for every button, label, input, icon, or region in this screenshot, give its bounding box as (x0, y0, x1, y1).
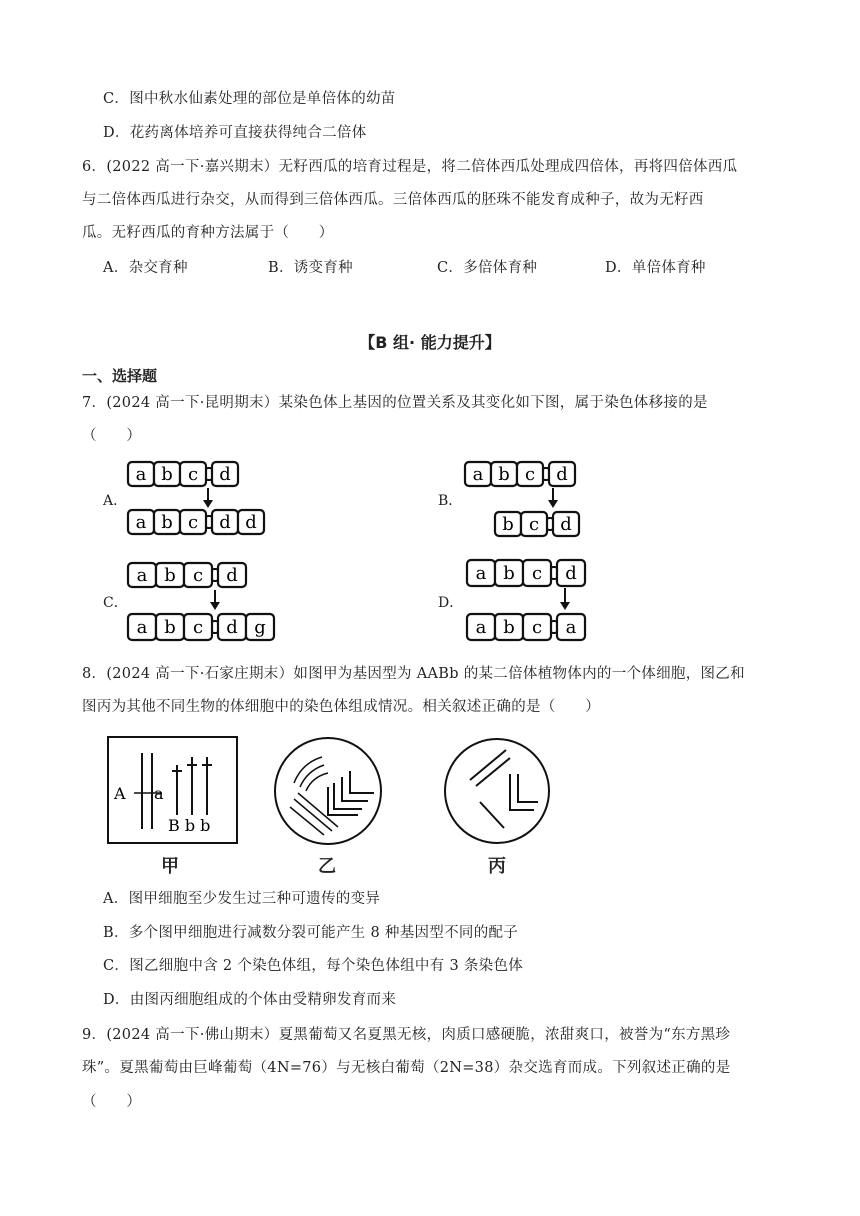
diag-d-arrow-head (560, 602, 570, 610)
q7-stem-line1: 7．(2024 高一下·昆明期末）某染色体上基因的位置关系及其变化如下图，属于染色体移接的是 (82, 395, 708, 411)
diag-b-top-gene-label: b (498, 464, 510, 485)
q7-label-a: A． (103, 493, 128, 509)
diag-d-bottom-gene-label: b (503, 617, 515, 638)
q7-diagram-d (462, 556, 622, 644)
diag-a-top-gene-label: a (135, 464, 147, 485)
q6-stem-line3: 瓜。无籽西瓜的育种方法属于（ ） (82, 225, 334, 241)
q7-diagram-c (125, 560, 295, 644)
q7-diagram-a (125, 458, 285, 540)
diag-d-top-gene-label: b (503, 563, 515, 584)
diag-d-bottom-gene-label: a (475, 617, 487, 638)
diag-d-top-gene-label: a (475, 563, 487, 584)
diag-c-bottom-gene-label: g (254, 617, 266, 638)
figure-yi-cell (272, 735, 386, 847)
diag-b-arrow-head (548, 500, 558, 508)
q5-option-d: D．花药离体培养可直接获得纯合二倍体 (103, 125, 367, 141)
diag-b-bottom-gene-label: c (528, 514, 540, 535)
q5-option-c: C．图中秋水仙素处理的部位是单倍体的幼苗 (103, 91, 396, 107)
q8-option-a: A．图甲细胞至少发生过三种可遗传的变异 (103, 891, 381, 907)
q8-stem-line1: 8．(2024 高一下·石家庄期末）如图甲为基因型为 AABb 的某二倍体植物体内的一个体细胞，图乙和 (82, 666, 745, 682)
diag-c-bottom-gene-label: c (192, 617, 204, 638)
diag-d-top-gene-label: c (531, 563, 543, 584)
diag-a-top-gene-label: b (161, 464, 173, 485)
q6-stem-line2: 与二倍体西瓜进行杂交，从而得到三倍体西瓜。三倍体西瓜的胚珠不能发育成种子，故为无籽西 (82, 192, 704, 208)
q7-stem-line2: （ ） (82, 428, 142, 444)
q7-diagram-b (462, 458, 622, 540)
diag-c-bottom-gene-label: a (136, 617, 148, 638)
diag-a-bottom-gene-label: b (161, 512, 173, 533)
diag-b-top-gene-label: c (524, 464, 536, 485)
diag-b-bottom-gene-label: b (502, 514, 514, 535)
diag-a-bottom-gene-label: d (245, 512, 257, 533)
jia-genes-bbb: B b b (168, 816, 211, 835)
q6-option-a: A．杂交育种 (103, 260, 188, 276)
diag-a-bottom-gene-label: a (135, 512, 147, 533)
figure-yi-caption: 乙 (318, 856, 336, 877)
diag-d-bottom-gene-label: a (565, 617, 577, 638)
q8-option-b: B．多个图甲细胞进行减数分裂可能产生 8 种基因型不同的配子 (103, 925, 519, 941)
diag-c-top-gene-label: c (192, 565, 204, 586)
figure-jia-caption: 甲 (161, 856, 179, 877)
q7-label-c: C． (103, 595, 128, 611)
diag-c-bottom-gene-label: b (164, 617, 176, 638)
q7-label-d: D． (438, 595, 464, 611)
q8-stem-line2: 图丙为其他不同生物的体细胞中的染色体组成情况。相关叙述正确的是（ ） (82, 699, 600, 715)
q6-option-b: B．诱变育种 (268, 260, 353, 276)
group-b-heading: 【B 组· 能力提升】 (359, 333, 501, 352)
q6-option-d: D．单倍体育种 (605, 260, 706, 276)
diag-a-arrow-head (203, 500, 213, 508)
figure-bing-cell (442, 736, 554, 846)
diag-d-bottom-gene-label: c (531, 617, 543, 638)
q8-option-c: C．图乙细胞中含 2 个染色体组，每个染色体组中有 3 条染色体 (103, 958, 524, 974)
figure-jia-cell (106, 735, 240, 847)
diag-c-bottom-gene-label: d (226, 617, 238, 638)
section-title-choice: 一、选择题 (82, 367, 158, 385)
diag-c-top-gene-label: a (136, 565, 148, 586)
diag-a-bottom-gene-label: c (187, 512, 199, 533)
diag-b-top-gene-label: a (472, 464, 484, 485)
q9-stem-line3: （ ） (82, 1094, 142, 1110)
diag-b-top-gene-label: d (556, 464, 568, 485)
diag-d-top-gene-label: d (565, 563, 577, 584)
q6-option-c: C．多倍体育种 (437, 260, 538, 276)
diag-c-arrow-head (210, 602, 220, 610)
q8-option-d: D．由图丙细胞组成的个体由受精卵发育而来 (103, 992, 397, 1008)
jia-gene-a: a (154, 784, 164, 803)
q9-stem-line2: 珠”。夏黑葡萄由巨峰葡萄（4N=76）与无核白葡萄（2N=38）杂交选育而成。下列叙述正确的是 (82, 1060, 731, 1076)
q9-stem-line1: 9．(2024 高一下·佛山期末）夏黑葡萄又名夏黑无核，肉质口感硬脆，浓甜爽口，被誉为“东方黑珍 (82, 1027, 731, 1043)
figure-bing-caption: 丙 (488, 856, 506, 877)
diag-c-top-gene-label: b (164, 565, 176, 586)
diag-b-bottom-gene-label: d (560, 514, 572, 535)
diag-a-bottom-gene-label: d (219, 512, 231, 533)
jia-gene-A: A (114, 784, 126, 803)
diag-a-top-gene-label: d (219, 464, 231, 485)
q7-label-b: B． (438, 493, 463, 509)
diag-a-top-gene-label: c (187, 464, 199, 485)
q6-stem-line1: 6．(2022 高一下·嘉兴期末）无籽西瓜的培育过程是，将二倍体西瓜处理成四倍体，再将四倍体西瓜 (82, 159, 738, 175)
diag-c-top-gene-label: d (226, 565, 238, 586)
